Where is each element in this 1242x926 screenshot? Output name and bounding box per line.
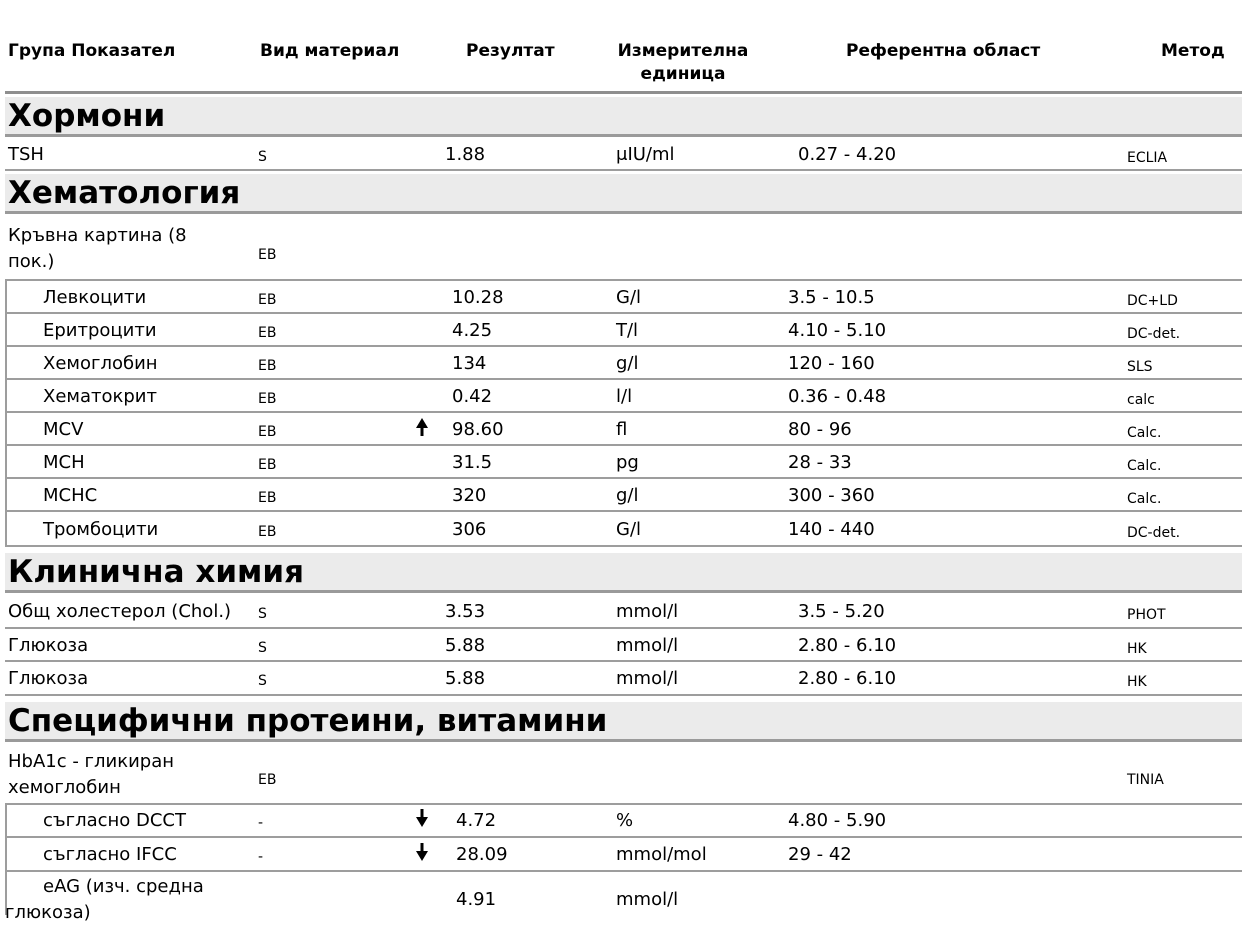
table-row xyxy=(5,838,1242,872)
method: HK xyxy=(1127,641,1147,657)
test-name: HbA1c - гликиран хемоглобин xyxy=(8,751,175,798)
reference-range: 140 - 440 xyxy=(788,519,875,540)
header-material: Вид материал xyxy=(260,41,400,61)
test-name: MCH xyxy=(43,452,85,473)
reference-range: 2.80 - 6.10 xyxy=(798,668,897,689)
section-specific-proteins: Специфични протеини, витамини xyxy=(5,702,1242,742)
result: 98.60 xyxy=(452,419,504,440)
test-name: TSH xyxy=(8,144,44,165)
unit: mmol/l xyxy=(616,635,679,656)
test-name: MCV xyxy=(43,419,84,440)
material: EB xyxy=(258,358,277,374)
method: SLS xyxy=(1127,359,1153,375)
test-name: Левкоцити xyxy=(43,287,147,308)
reference-range: 4.80 - 5.90 xyxy=(788,810,887,831)
result: 0.42 xyxy=(452,386,493,407)
material: EB xyxy=(258,772,277,788)
material: S xyxy=(258,149,267,165)
arrow-down-icon xyxy=(415,808,429,836)
method: Calc. xyxy=(1127,491,1162,507)
table-row xyxy=(5,380,1242,413)
table-row xyxy=(5,805,1242,838)
method: DC-det. xyxy=(1127,326,1181,342)
test-name: Глюкоза xyxy=(8,635,89,656)
header-result: Резултат xyxy=(466,41,555,61)
test-name: съгласно DCCT xyxy=(43,810,186,831)
unit: mmol/l xyxy=(616,601,679,622)
method: DC+LD xyxy=(1127,293,1178,309)
table-row xyxy=(5,446,1242,479)
method: calc xyxy=(1127,392,1155,408)
reference-range: 0.27 - 4.20 xyxy=(798,144,897,165)
table-row xyxy=(5,872,1242,921)
unit: mmol/mol xyxy=(616,844,707,865)
result: 320 xyxy=(452,485,487,506)
section-hematology: Хематология xyxy=(5,174,1242,214)
table-row xyxy=(5,596,1242,629)
unit: g/l xyxy=(616,353,639,374)
table-row xyxy=(5,512,1242,547)
result: 5.88 xyxy=(445,668,486,689)
unit: T/l xyxy=(616,320,639,341)
test-name: Хематокрит xyxy=(43,386,157,407)
reference-range: 0.36 - 0.48 xyxy=(788,386,887,407)
test-name: Хемоглобин xyxy=(43,353,158,374)
reference-range: 300 - 360 xyxy=(788,485,875,506)
method: Calc. xyxy=(1127,425,1162,441)
table-row xyxy=(5,314,1242,347)
method: PHOT xyxy=(1127,607,1166,623)
material: S xyxy=(258,640,267,656)
material: EB xyxy=(258,391,277,407)
arrow-down-icon xyxy=(415,842,429,870)
reference-range: 2.80 - 6.10 xyxy=(798,635,897,656)
arrow-up-icon xyxy=(415,417,429,445)
method: ECLIA xyxy=(1127,150,1168,166)
material: EB xyxy=(258,524,277,540)
header-unit: Измерителна единица xyxy=(617,41,749,84)
method: TINIA xyxy=(1127,772,1164,788)
reference-range: 4.10 - 5.10 xyxy=(788,320,887,341)
header-reference: Референтна област xyxy=(846,41,1041,61)
material: EB xyxy=(258,424,277,440)
test-name: Еритроцити xyxy=(43,320,157,341)
table-row xyxy=(5,217,1242,281)
reference-range: 28 - 33 xyxy=(788,452,852,473)
test-name: eAG (изч. средна глюкоза) xyxy=(5,876,204,923)
table-row xyxy=(5,347,1242,380)
unit: mmol/l xyxy=(616,668,679,689)
result: 3.53 xyxy=(445,601,486,622)
material: EB xyxy=(258,325,277,341)
material: EB xyxy=(258,247,277,263)
material: S xyxy=(258,606,267,622)
material: EB xyxy=(258,490,277,506)
reference-range: 29 - 42 xyxy=(788,844,852,865)
table-row xyxy=(5,745,1242,805)
header-divider xyxy=(5,91,1242,94)
header-group: Група Показател xyxy=(8,41,176,61)
result: 5.88 xyxy=(445,635,486,656)
result: 4.91 xyxy=(456,889,497,910)
material: - xyxy=(258,815,264,831)
result: 4.25 xyxy=(452,320,493,341)
test-name: Глюкоза xyxy=(8,668,89,689)
method: HK xyxy=(1127,674,1147,690)
unit: mmol/l xyxy=(616,889,679,910)
table-row xyxy=(5,479,1242,512)
method: DC-det. xyxy=(1127,525,1181,541)
method: Calc. xyxy=(1127,458,1162,474)
reference-range: 120 - 160 xyxy=(788,353,875,374)
reference-range: 80 - 96 xyxy=(788,419,852,440)
result: 4.72 xyxy=(456,810,497,831)
result: 1.88 xyxy=(445,144,486,165)
test-name: Общ холестерол (Chol.) xyxy=(8,601,232,622)
unit: G/l xyxy=(616,519,642,540)
material: S xyxy=(258,673,267,689)
reference-range: 3.5 - 5.20 xyxy=(798,601,885,622)
unit: G/l xyxy=(616,287,642,308)
unit: g/l xyxy=(616,485,639,506)
header-method: Метод xyxy=(1161,41,1225,61)
test-name: съгласно IFCC xyxy=(43,844,177,865)
result: 10.28 xyxy=(452,287,504,308)
unit: fl xyxy=(616,419,628,440)
result: 31.5 xyxy=(452,452,493,473)
material: EB xyxy=(258,292,277,308)
unit: % xyxy=(616,810,634,831)
test-name: Тромбоцити xyxy=(43,519,159,540)
test-name: Кръвна картина (8 пок.) xyxy=(8,225,187,272)
material: - xyxy=(258,849,264,865)
table-row xyxy=(5,281,1242,314)
reference-range: 3.5 - 10.5 xyxy=(788,287,875,308)
unit: l/l xyxy=(616,386,633,407)
table-row xyxy=(5,629,1242,662)
section-hormones: Хормони xyxy=(5,97,1242,137)
unit: pg xyxy=(616,452,639,473)
material: EB xyxy=(258,457,277,473)
section-clinical-chemistry: Клинична химия xyxy=(5,553,1242,593)
test-name: MCHC xyxy=(43,485,98,506)
table-row xyxy=(5,140,1242,171)
result: 28.09 xyxy=(456,844,508,865)
table-row xyxy=(5,662,1242,696)
table-row xyxy=(5,413,1242,446)
table-header xyxy=(0,0,1242,94)
result: 306 xyxy=(452,519,487,540)
result: 134 xyxy=(452,353,487,374)
unit: μIU/ml xyxy=(616,144,675,165)
